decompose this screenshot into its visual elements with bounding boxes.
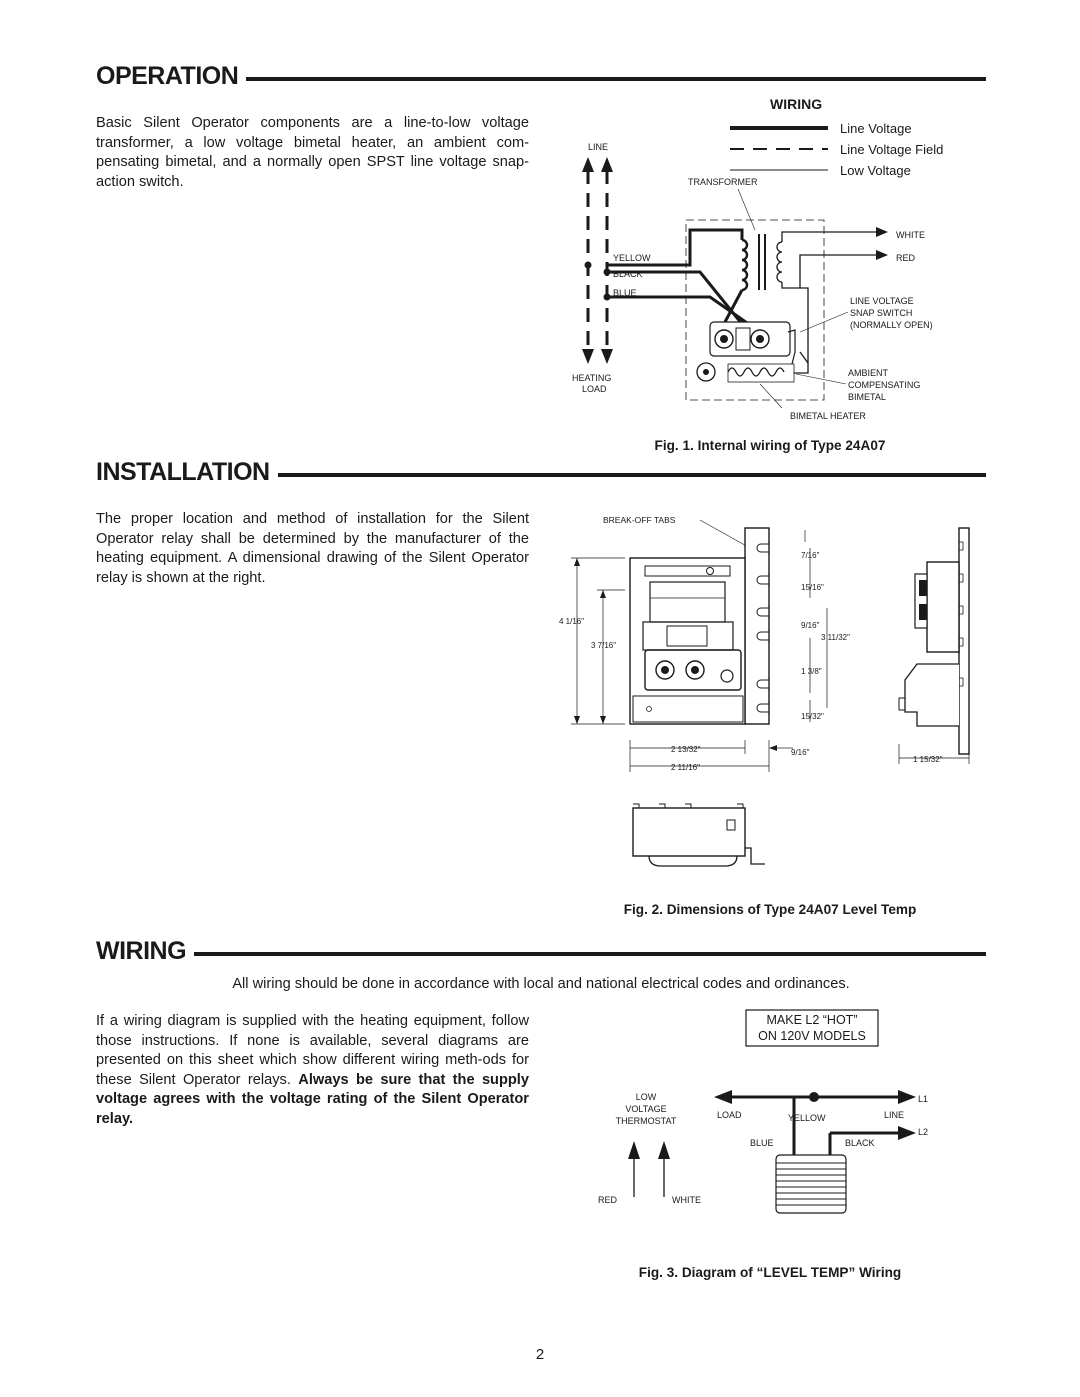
dim-7-16: 7/16" xyxy=(801,551,820,560)
line-label: LINE xyxy=(884,1110,905,1120)
operation-heading: OPERATION xyxy=(96,62,239,90)
bimetal-heater-label: BIMETAL HEATER xyxy=(790,411,866,421)
bottom-view xyxy=(633,804,765,866)
fig2-dimensions-drawing xyxy=(555,508,985,888)
wiring-legend-title: WIRING xyxy=(770,96,823,112)
dim-15-32: 15/32" xyxy=(801,712,824,721)
blue-label: BLUE xyxy=(613,288,637,298)
leader-line xyxy=(760,384,782,408)
page-number: 2 xyxy=(535,1346,545,1363)
heading-rule xyxy=(194,952,986,956)
wiring-warning: Always be sure that the supply voltage agrees with the voltage rating of the Silent Operator relay. xyxy=(96,1071,529,1127)
legend-line-voltage: Line Voltage xyxy=(840,121,912,136)
white-lead xyxy=(782,232,878,242)
legend-low-voltage: Low Voltage xyxy=(840,163,911,178)
arrow-right-icon xyxy=(898,1126,916,1140)
l1-label: L1 xyxy=(918,1094,929,1104)
junction-dot xyxy=(809,1092,819,1102)
leader-line xyxy=(796,374,846,384)
side-view xyxy=(899,528,969,754)
arrow-up-icon xyxy=(628,1141,640,1159)
dim-3-11-32: 3 11/32" xyxy=(821,633,850,642)
arrow-down-icon xyxy=(601,349,613,364)
leader-line xyxy=(700,520,750,548)
transformer-label: TRANSFORMER xyxy=(688,177,758,187)
wiring-heading: WIRING xyxy=(96,937,187,965)
arrow-left-icon xyxy=(714,1090,732,1104)
arrow-down-icon xyxy=(582,349,594,364)
arrow-right-icon xyxy=(876,250,888,260)
red-lead xyxy=(782,255,878,288)
wiring-section-header xyxy=(96,937,986,966)
fig1-caption: Fig. 1. Internal wiring of Type 24A07 xyxy=(654,438,886,453)
arrow-down-icon xyxy=(574,716,580,724)
snap-switch xyxy=(710,322,795,364)
dim-9-16-b: 9/16" xyxy=(791,748,810,757)
breakoff-tabs-label: BREAK-OFF TABS xyxy=(603,515,676,525)
snap-switch-label-1: LINE VOLTAGE xyxy=(850,296,914,306)
junction-dot xyxy=(585,262,592,269)
heating-load-label-2: LOAD xyxy=(582,384,607,394)
fig3-caption: Fig. 3. Diagram of “LEVEL TEMP” Wiring xyxy=(638,1265,902,1280)
line-label: LINE xyxy=(588,142,609,152)
fig1-internal-wiring-diagram xyxy=(560,92,990,428)
arrow-up-icon xyxy=(582,157,594,172)
dim-1-15-32: 1 15/32" xyxy=(913,755,943,764)
ambient-label-2: COMPENSATING xyxy=(848,380,921,390)
installation-paragraph: The proper location and method of installation for the Silent Operator relay shall be determined by the manufacturer of the heating equipment. A dimensional drawing of the Silent Operator relay is shown at the right. xyxy=(96,511,529,586)
blue-label: BLUE xyxy=(750,1138,774,1148)
fig2-caption: Fig. 2. Dimensions of Type 24A07 Level Temp xyxy=(623,902,917,917)
thermostat-label-1: LOW xyxy=(635,1092,657,1102)
arrow-up-icon xyxy=(601,157,613,172)
arrow-up-icon xyxy=(574,558,580,566)
transformer-symbol xyxy=(742,234,782,290)
dim-15-16: 15/16" xyxy=(801,583,824,592)
note-line-2: ON 120V MODELS xyxy=(758,1029,866,1043)
wiring-intro: All wiring should be done in accordance with local and national electrical codes and ordinances. xyxy=(232,976,850,992)
thermostat-label-3: THERMOSTAT xyxy=(615,1116,677,1126)
white-label: WHITE xyxy=(672,1195,701,1205)
thermostat-label-2: VOLTAGE xyxy=(625,1104,667,1114)
front-view xyxy=(630,528,769,724)
wiring-body: If a wiring diagram is supplied with the heating equipment, follow those instructions. If none is available, several diagrams are presented on this sheet which show different wiring meth-ods for these Silent Operator relays. xyxy=(96,1013,529,1088)
l2-label: L2 xyxy=(918,1127,929,1137)
heating-load-label-1: HEATING xyxy=(572,373,612,383)
dim-2-13-32: 2 13/32" xyxy=(671,745,701,754)
heading-rule xyxy=(278,473,986,477)
fig3-level-temp-wiring-diagram xyxy=(580,1005,960,1223)
installation-section-header xyxy=(96,458,986,487)
heater-coil xyxy=(776,1155,846,1213)
leader-line xyxy=(738,189,755,230)
load-label: LOAD xyxy=(717,1110,742,1120)
arrow-right-icon xyxy=(898,1090,916,1104)
heading-rule xyxy=(246,77,986,81)
arrow-up-icon xyxy=(658,1141,670,1159)
red-label: RED xyxy=(598,1195,618,1205)
red-label: RED xyxy=(896,253,916,263)
wiring-paragraph xyxy=(96,1012,529,1129)
bimetal-heater-element xyxy=(728,368,784,376)
operation-section-header xyxy=(96,62,986,91)
yellow-label: YELLOW xyxy=(613,253,651,263)
snap-switch-label-2: SNAP SWITCH xyxy=(850,308,913,318)
yellow-label: YELLOW xyxy=(788,1113,826,1123)
snap-switch-label-3: (NORMALLY OPEN) xyxy=(850,320,933,330)
dim-4-1-16: 4 1/16" xyxy=(559,617,585,626)
ambient-label-3: BIMETAL xyxy=(848,392,886,402)
white-label: WHITE xyxy=(896,230,925,240)
operation-paragraph: Basic Silent Operator components are a line-to-low voltage transformer, a low voltage bimetal heater, an ambient com-pensating bimetal, and a normally open SPST line voltage snap-action switch. xyxy=(96,115,529,190)
installation-heading: INSTALLATION xyxy=(96,458,270,486)
note-line-1: MAKE L2 “HOT” xyxy=(766,1013,858,1027)
bimetal-link-wire xyxy=(794,352,808,373)
black-label: BLACK xyxy=(613,269,643,279)
arrow-right-icon xyxy=(876,227,888,237)
arrow-up-icon xyxy=(600,590,606,598)
dim-2-11-16: 2 11/16" xyxy=(671,763,700,772)
arrow-down-icon xyxy=(600,716,606,724)
black-label: BLACK xyxy=(845,1138,875,1148)
arrow-left-icon xyxy=(769,745,777,751)
dim-9-16-a: 9/16" xyxy=(801,621,820,630)
dim-1-3-8: 1 3/8" xyxy=(801,667,822,676)
dim-3-7-16: 3 7/16" xyxy=(591,641,617,650)
legend-line-voltage-field: Line Voltage Field xyxy=(840,142,944,157)
terminal-screw-center xyxy=(703,369,709,375)
ambient-bimetal-strip xyxy=(728,364,794,382)
ambient-label-1: AMBIENT xyxy=(848,368,889,378)
